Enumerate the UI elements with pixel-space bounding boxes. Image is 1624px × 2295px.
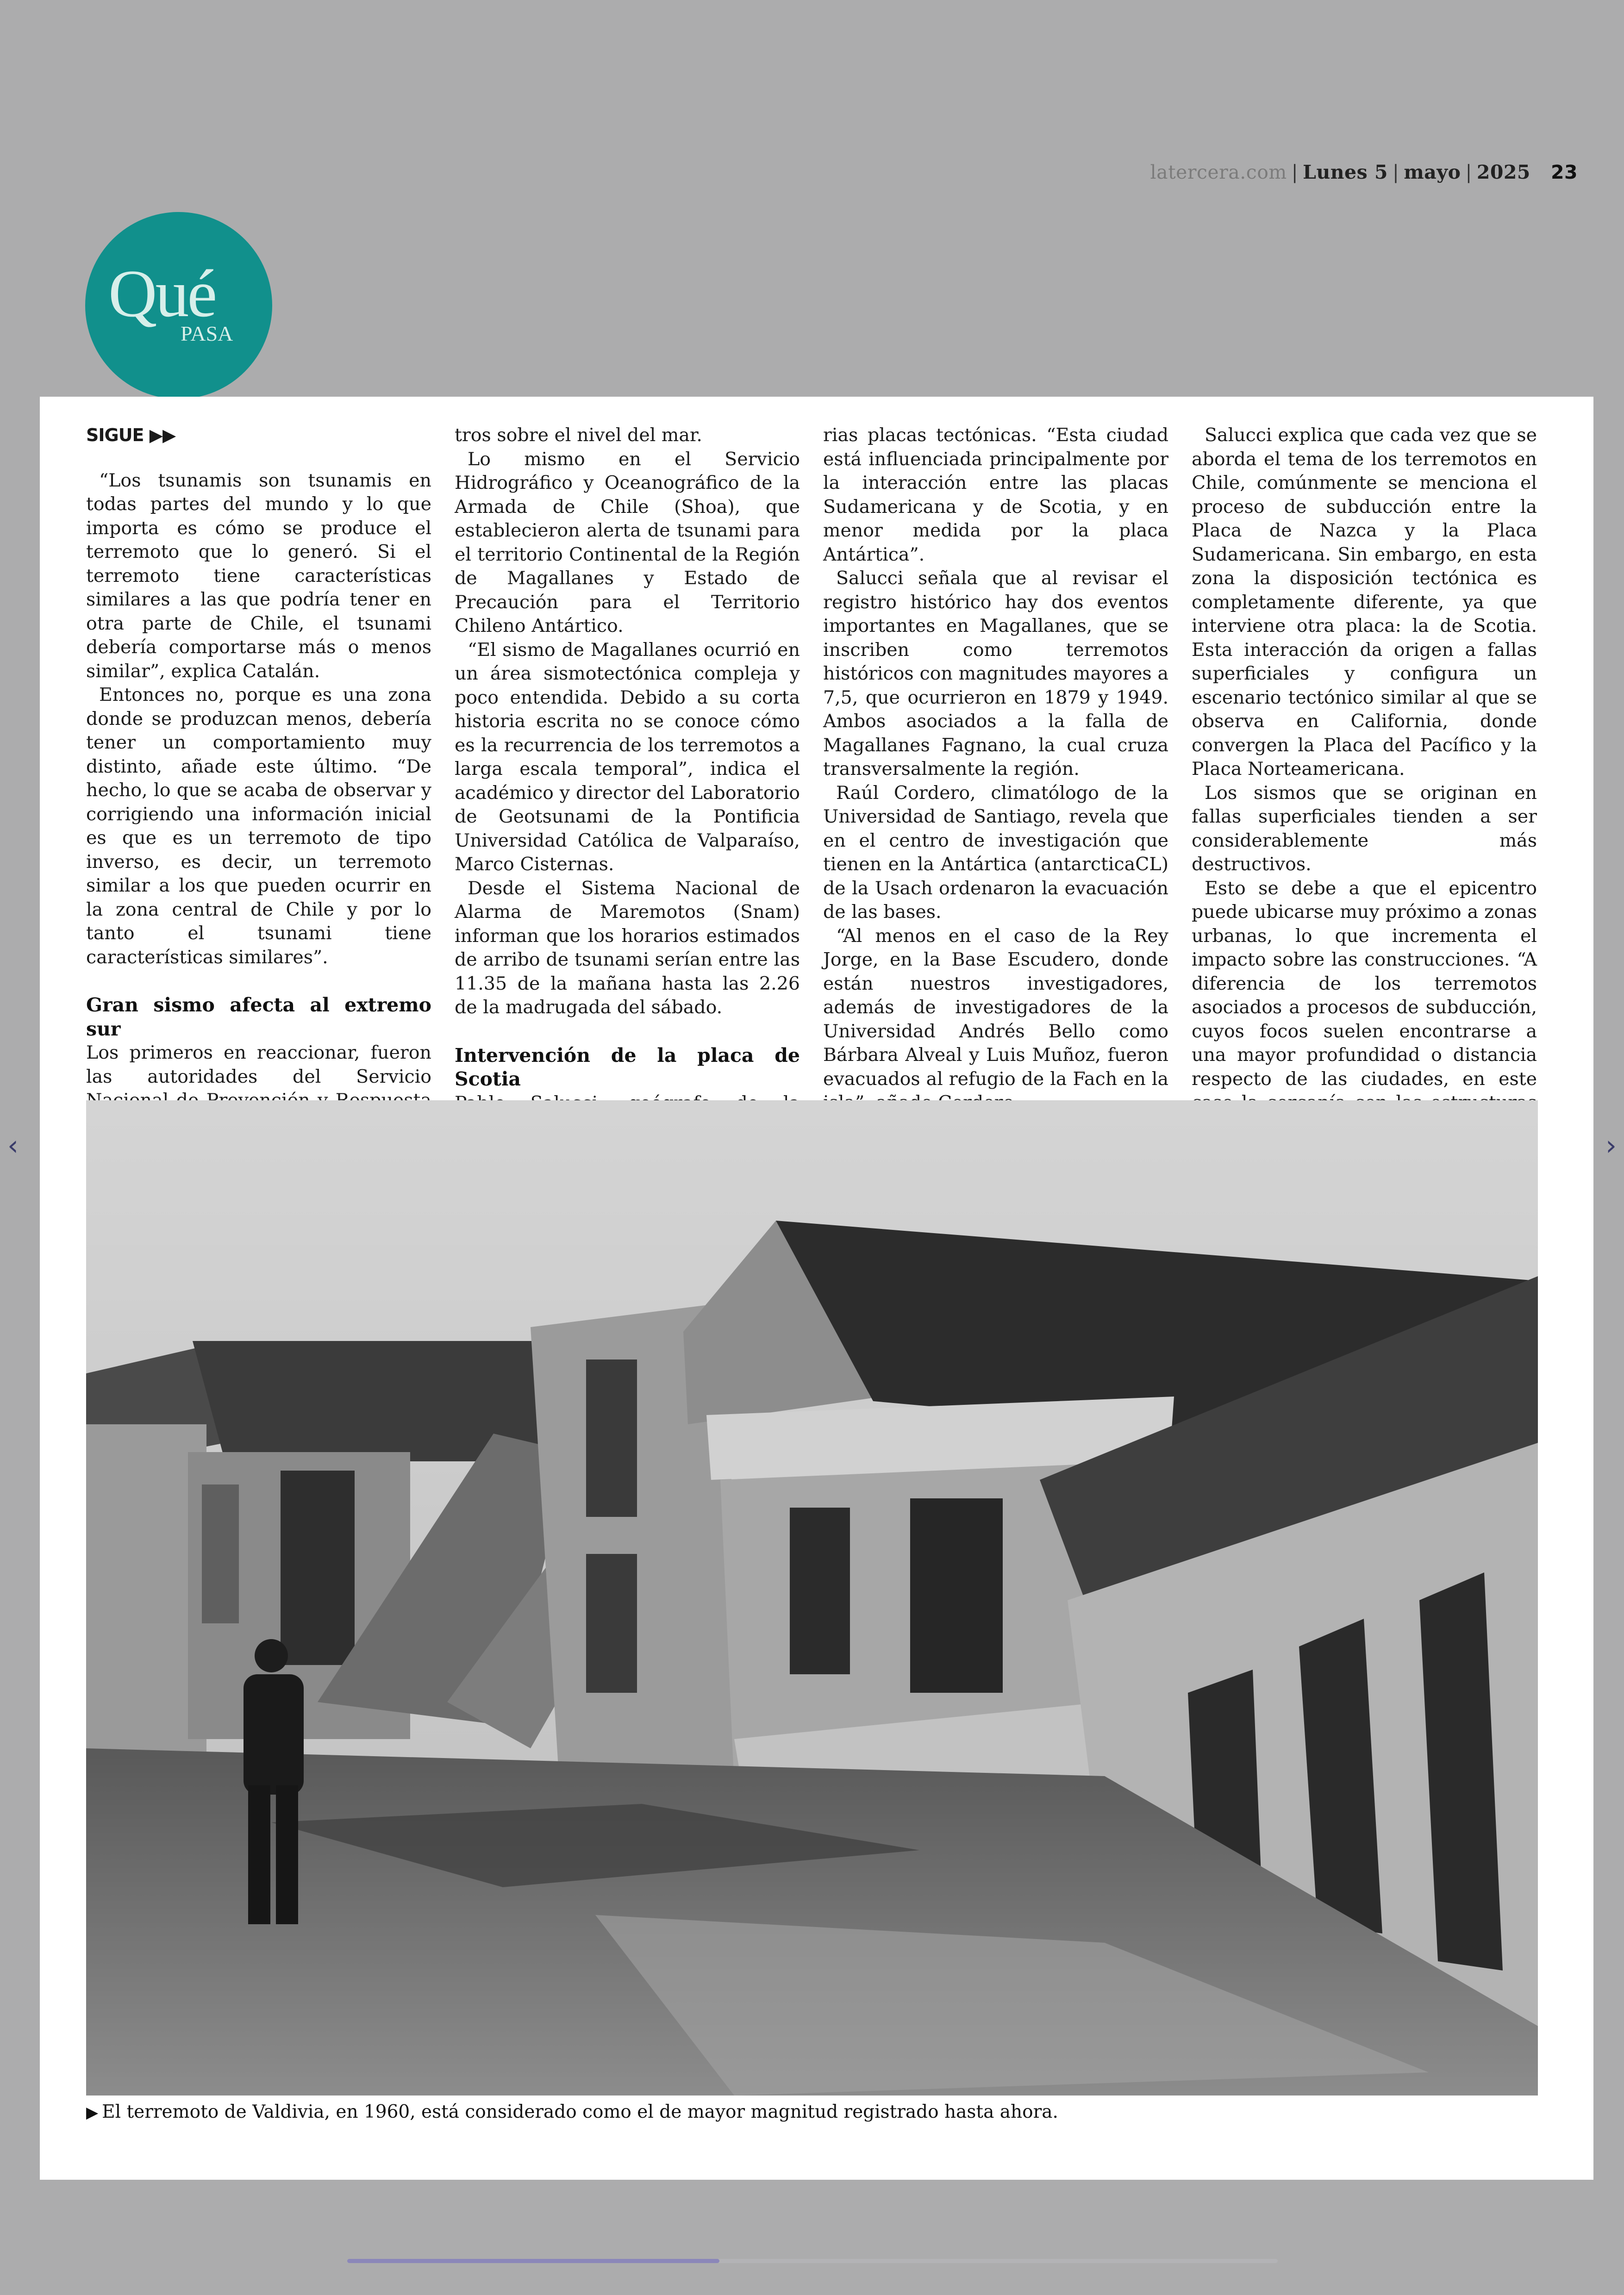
paragraph: “Al menos en el caso de la Rey Jorge, en la Base Escudero, donde están nuestros investigadores, además de investigadores de la Universidad Andrés Bello como Bárbara Alveal y Luis Muñoz, fueron evacuados al refugio de la Fach en la xyxy=(823,925,1168,1090)
paragraph: Lo mismo en el Servicio Hidrográfico y Oceanográfico de la Armada de Chile (Shoa), que establecieron alerta de tsunami para el territorio Continental de la Región de Magallanes y Estado de Precaución para el Territorio Chileno Antártico. xyxy=(455,448,800,636)
paragraph: rias placas tectónicas. “Esta ciudad está influenciada principalmente por la interacción entre las placas Sudamericana y de Scotia, y en menor medida por la placa Antártica”. xyxy=(823,424,1168,565)
paragraph: Entonces no, porque es una zona donde se produzcan menos, debería tener un comportamiento muy distinto, añade este último. “De hecho, lo que se acaba de observar y corrigiendo una información inicial es que es un terremoto de tipo inverso, es decir, un terremoto similar a los que pueden ocurrir en la zona central de Chile y por lo tanto el tsunami tiene características similares”. xyxy=(86,684,431,968)
caption-marker-icon: ▶ xyxy=(86,2103,99,2122)
paragraph: “Los tsunamis son tsunamis en todas partes del mundo y lo que importa es cómo se produce el terremoto que lo generó. Si el terremoto tiene características similares a las que podría tener en otra parte de Chile, el tsunami debería comportarse más o menos similar”, explica Catalán. xyxy=(86,469,431,682)
photo-illustration xyxy=(86,1100,1538,2095)
article-columns xyxy=(86,424,1538,1090)
header-year: 2025 xyxy=(1476,161,1530,183)
paragraph: Desde el Sistema Nacional de Alarma de Maremotos (Snam) informan que los horarios estimados de arribo de tsunami serían entre las 11.35 de la mañana hasta las 2.26 de la madrugada del sábado. xyxy=(455,877,800,1018)
paragraph: Salucci explica que cada vez que se aborda el tema de los terremotos en Chile, comúnmente se menciona el proceso de subducción entre la Placa de Nazca y la Placa Sudamericana. Sin embargo, en esta zona la disposición tectónica es completamente diferente, ya que interviene otra placa: la de Scotia. Esta interacción da origen a fallas superficiales y configura un escenario tectónico similar al que se observa en California, donde convergen la Placa del Pacífico y la Placa Norteamericana. xyxy=(1192,424,1537,780)
photo-caption xyxy=(86,2100,1538,2125)
column-1 xyxy=(86,424,431,1087)
caption-text: El terremoto de Valdivia, en 1960, está considerado como el de mayor magnitud registrado hasta ahora. xyxy=(102,2102,1058,2122)
paragraph: Los sismos que se originan en fallas superficiales tienden a ser considerablemente más destructivos. xyxy=(1192,782,1537,875)
page-number: 23 xyxy=(1550,161,1578,183)
logo-pasa: PASA xyxy=(181,322,233,345)
valdivia-earthquake-photo xyxy=(86,1100,1538,2095)
next-page-button[interactable]: › xyxy=(1605,1129,1617,1162)
page-header: latercera.com | Lunes 5 | mayo | 2025 23 xyxy=(1150,161,1578,183)
paragraph: “El sismo de Magallanes ocurrió en un área sismotectónica compleja y poco entendida. Debido a su corta historia escrita no se conoce cómo es la recurrencia de los terremotos a larga escala temporal”, indica el académico y director del Laboratorio de Geotsunami de la Pontificia Universidad Católica de Valparaíso, Marco Cisternas. xyxy=(455,639,800,875)
article-page xyxy=(40,397,1593,2180)
reading-progress-fill xyxy=(347,2259,719,2263)
reading-progress-bar[interactable] xyxy=(347,2259,1278,2263)
previous-page-button[interactable]: ‹ xyxy=(7,1129,19,1162)
paragraph: tros sobre el nivel del mar. xyxy=(455,424,702,446)
column-3 xyxy=(823,424,1168,1090)
header-day: Lunes 5 xyxy=(1303,161,1388,183)
logo-que: Qué xyxy=(108,256,216,331)
header-month: mayo xyxy=(1404,161,1461,183)
paragraph-text: Esto se debe a que el epicentro puede ubicarse muy próximo a zonas urbanas, lo que incrementa el impacto sobre las construcciones. “A diferencia de los terremotos asociados a procesos de subducción, cuyos focos suelen encontrarse a una mayor profundidad o distancia respecto de las ciudades, en este xyxy=(1192,877,1537,1090)
subheading: Intervención de la placa de Scotia xyxy=(455,1044,800,1090)
subheading: Gran sismo afecta al extremo sur xyxy=(86,994,431,1040)
column-2 xyxy=(455,424,800,1090)
paragraph: Los primeros en reaccionar, fueron las autoridades del Servicio xyxy=(86,1042,431,1087)
column-4 xyxy=(1192,424,1537,1090)
site-name[interactable]: latercera.com xyxy=(1150,161,1287,183)
paragraph: Salucci señala que al revisar el registro histórico hay dos eventos importantes en Magallanes, que se inscriben como terremotos históricos con magnitudes mayores a 7,5, que ocurrieron en 1879 y 1949. Ambos asociados a la falla de Magallanes Fagnano, la cual cruza transversalmente la región. xyxy=(823,568,1168,780)
sigue-label: SIGUE ▶▶ xyxy=(86,425,176,445)
que-pasa-logo xyxy=(85,212,272,399)
paragraph: Raúl Cordero, climatólogo de la Universidad de Santiago, revela que en el centro de investigación que tienen en la Antártica (antarcticaCL) de la Usach ordenaron la evacuación de las bases. xyxy=(823,782,1168,923)
